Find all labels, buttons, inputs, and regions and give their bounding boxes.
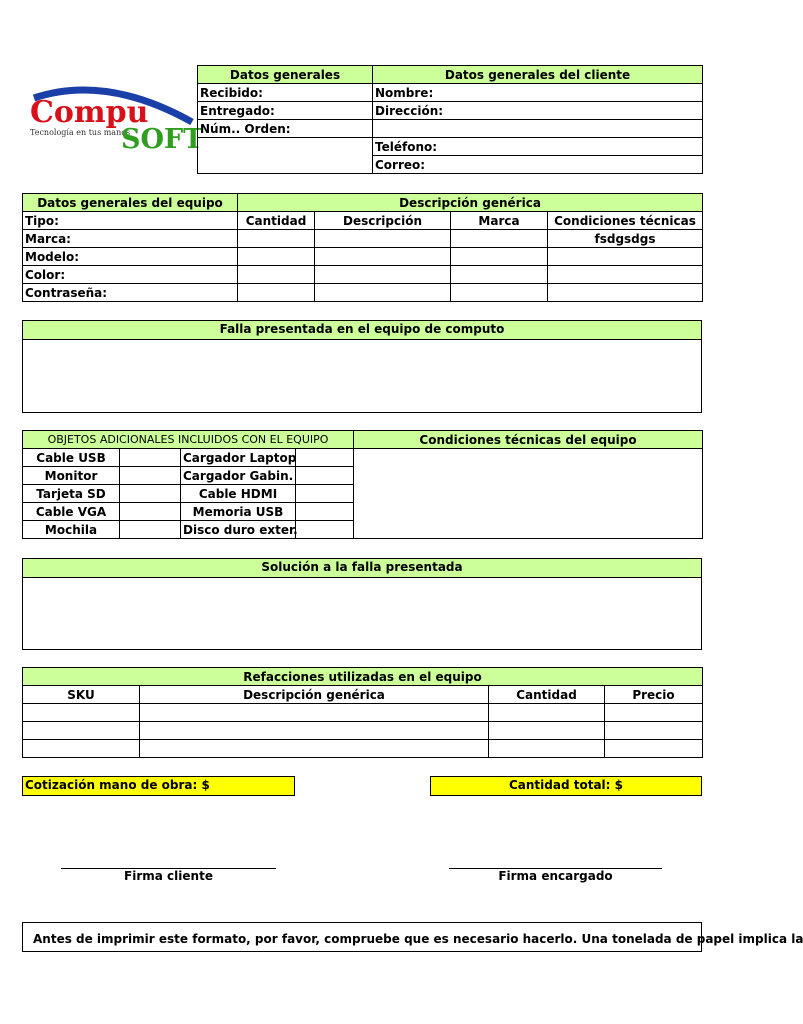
col-technical-conditions: Condiciones técnicas xyxy=(548,212,703,230)
checkbox-cell[interactable] xyxy=(120,485,181,503)
received-label: Recibido: xyxy=(198,84,373,102)
checkbox-cell[interactable] xyxy=(296,467,354,485)
blank-cell xyxy=(198,138,373,174)
cell xyxy=(605,722,703,740)
col-brand: Marca xyxy=(451,212,548,230)
email-label: Correo: xyxy=(373,156,703,174)
phone-label: Teléfono: xyxy=(373,138,703,156)
col-description: Descripción xyxy=(315,212,451,230)
extras-table xyxy=(22,430,703,539)
color-label: Color: xyxy=(23,266,238,284)
compusoft-logo xyxy=(26,80,204,155)
equipment-table xyxy=(22,193,703,302)
svg-text:Compu: Compu xyxy=(30,95,149,130)
cell xyxy=(315,266,451,284)
cell xyxy=(451,248,548,266)
cell xyxy=(451,266,548,284)
extra-item-external-drive: Disco duro exter. xyxy=(181,521,296,539)
extras-title: OBJETOS ADICIONALES INCLUIDOS CON EL EQUIPO xyxy=(23,431,354,449)
cell xyxy=(548,284,703,302)
cell xyxy=(238,284,315,302)
checkbox-cell[interactable] xyxy=(120,449,181,467)
parts-table xyxy=(22,667,703,758)
general-data-header: Datos generales xyxy=(198,66,373,84)
failure-section xyxy=(22,320,702,413)
manager-signature-label: Firma encargado xyxy=(498,869,613,883)
extra-item-usb-memory: Memoria USB xyxy=(181,503,296,521)
checkbox-cell[interactable] xyxy=(120,521,181,539)
technical-conditions-value: fsdgsdgs xyxy=(548,230,703,248)
client-signature-label: Firma cliente xyxy=(124,869,213,883)
cell xyxy=(23,704,140,722)
svg-text:Tecnología en tus manos: Tecnología en tus manos xyxy=(30,128,131,137)
general-data-table xyxy=(197,65,703,174)
checkbox-cell[interactable] xyxy=(296,449,354,467)
print-notice-text: Antes de imprimir este formato, por favor, compruebe que es necesario hacerlo. Una tonelada de papel implica la xyxy=(33,932,803,946)
equipment-conditions-title: Condiciones técnicas del equipo xyxy=(354,431,703,449)
cell xyxy=(315,284,451,302)
cell xyxy=(489,704,605,722)
cell xyxy=(605,704,703,722)
col-generic-description: Descripción genérica xyxy=(140,686,489,704)
delivered-label: Entregado: xyxy=(198,102,373,120)
cell xyxy=(489,722,605,740)
checkbox-cell[interactable] xyxy=(296,485,354,503)
cell xyxy=(451,230,548,248)
checkbox-cell[interactable] xyxy=(120,503,181,521)
cell xyxy=(140,704,489,722)
total-amount-field: Cantidad total: $ xyxy=(430,776,702,796)
type-label: Tipo: xyxy=(23,212,238,230)
print-notice xyxy=(22,922,803,952)
extra-item-cabinet-charger: Cargador Gabin. xyxy=(181,467,296,485)
blank-cell xyxy=(373,120,703,138)
password-label: Contraseña: xyxy=(23,284,238,302)
failure-title: Falla presentada en el equipo de computo xyxy=(23,321,701,340)
checkbox-cell[interactable] xyxy=(120,467,181,485)
cell xyxy=(605,740,703,758)
col-sku: SKU xyxy=(23,686,140,704)
cell xyxy=(238,248,315,266)
cell xyxy=(548,266,703,284)
model-label: Modelo: xyxy=(23,248,238,266)
address-label: Dirección: xyxy=(373,102,703,120)
svg-text:SOFT: SOFT xyxy=(121,124,204,155)
col-quantity: Cantidad xyxy=(489,686,605,704)
cell xyxy=(238,230,315,248)
order-number-label: Núm.. Orden: xyxy=(198,120,373,138)
extra-item-sd-card: Tarjeta SD xyxy=(23,485,120,503)
extra-item-monitor: Monitor xyxy=(23,467,120,485)
cell xyxy=(140,740,489,758)
extra-item-laptop-charger: Cargador Laptop xyxy=(181,449,296,467)
extra-item-backpack: Mochila xyxy=(23,521,120,539)
cell xyxy=(23,740,140,758)
solution-section xyxy=(22,558,702,650)
labor-quote-field: Cotización mano de obra: $ xyxy=(22,776,295,796)
equipment-header: Datos generales del equipo xyxy=(23,194,238,212)
solution-title: Solución a la falla presentada xyxy=(23,559,701,578)
cell xyxy=(451,284,548,302)
cell xyxy=(548,248,703,266)
client-data-header: Datos generales del cliente xyxy=(373,66,703,84)
brand-label: Marca: xyxy=(23,230,238,248)
name-label: Nombre: xyxy=(373,84,703,102)
parts-title: Refacciones utilizadas en el equipo xyxy=(23,668,703,686)
cell xyxy=(23,722,140,740)
cell xyxy=(315,248,451,266)
equipment-conditions-area xyxy=(354,449,703,539)
generic-description-header: Descripción genérica xyxy=(238,194,703,212)
col-price: Precio xyxy=(605,686,703,704)
extra-item-usb-cable: Cable USB xyxy=(23,449,120,467)
table-row xyxy=(23,740,703,758)
extra-item-hdmi-cable: Cable HDMI xyxy=(181,485,296,503)
cell xyxy=(489,740,605,758)
checkbox-cell[interactable] xyxy=(296,503,354,521)
col-quantity: Cantidad xyxy=(238,212,315,230)
extra-item-vga-cable: Cable VGA xyxy=(23,503,120,521)
table-row xyxy=(23,704,703,722)
table-row xyxy=(23,722,703,740)
cell xyxy=(315,230,451,248)
cell xyxy=(238,266,315,284)
checkbox-cell[interactable] xyxy=(296,521,354,539)
cell xyxy=(140,722,489,740)
